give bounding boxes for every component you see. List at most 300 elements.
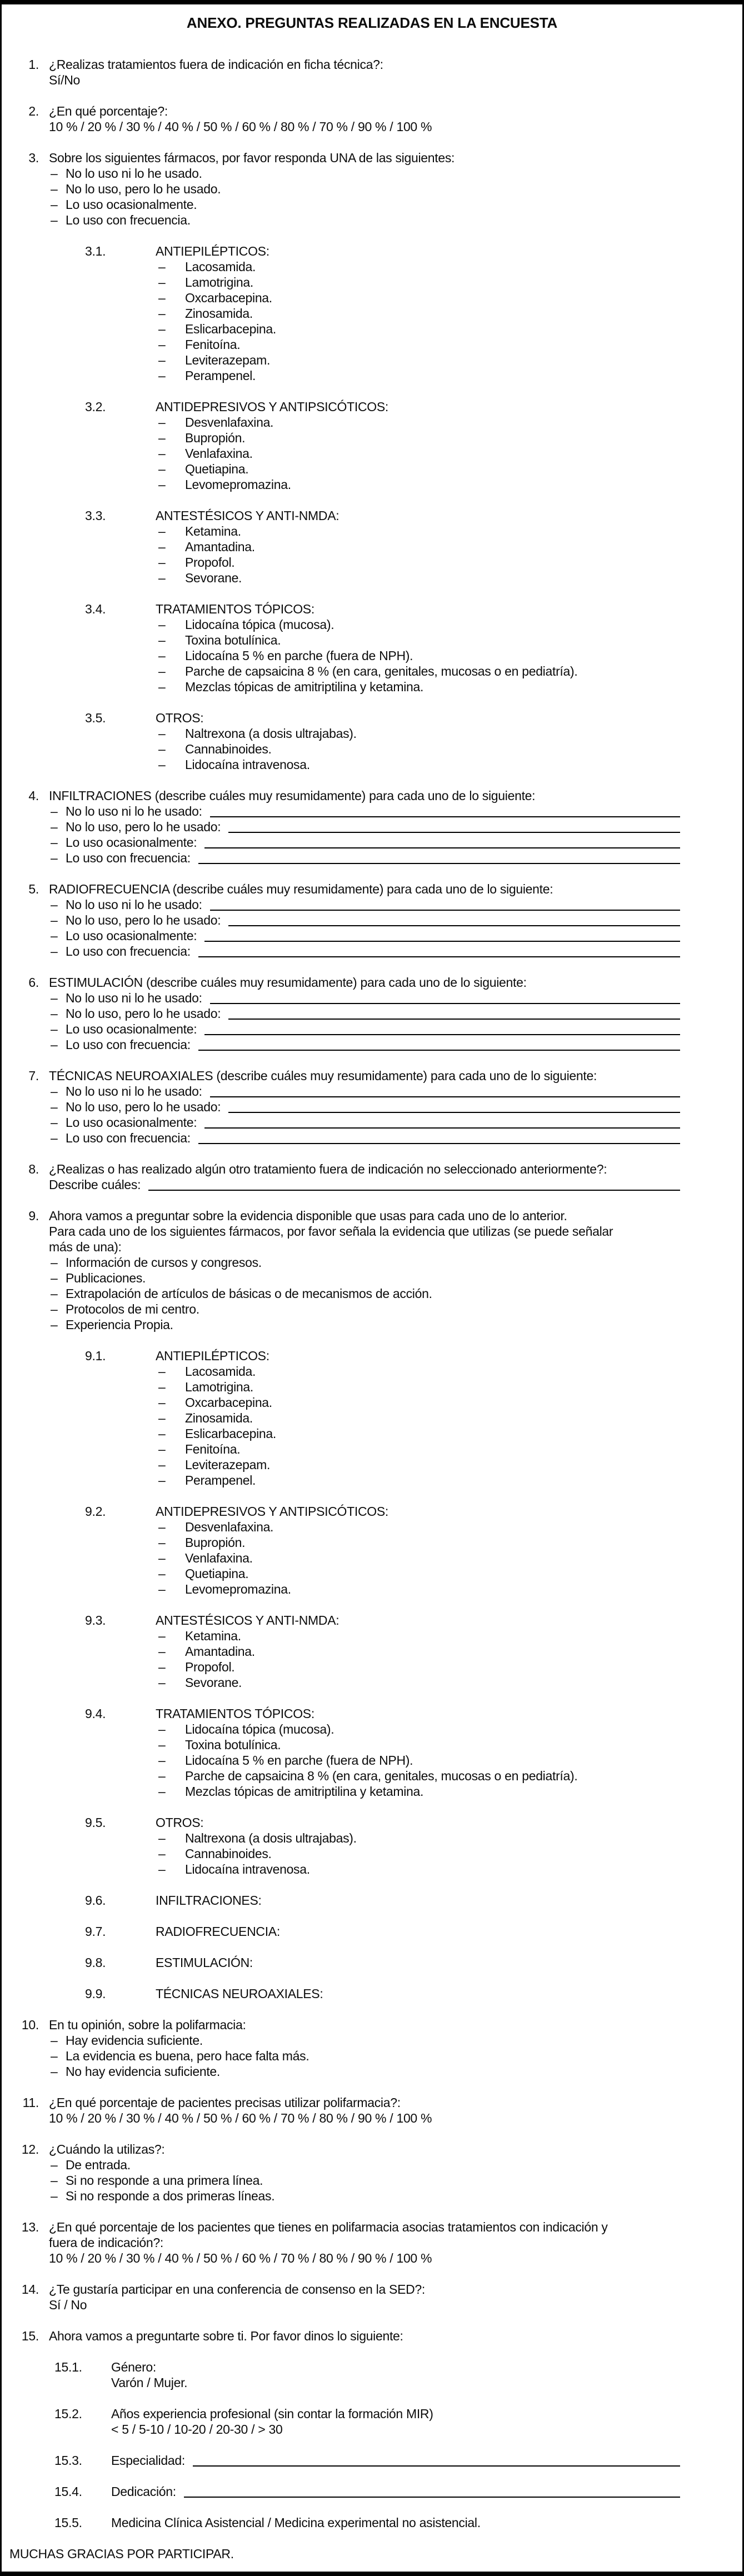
- answer-option: [2, 212, 742, 228]
- fill-in-blank-line: [210, 1001, 680, 1004]
- subsection-header: [2, 1955, 742, 1970]
- question-text: ¿Te gustaría participar en una conferencia de consenso en la SED?:: [49, 2282, 426, 2297]
- question-text: ¿En qué porcentaje de los pacientes que tienes en polifarmacia asocias tratamientos con indicación y: [49, 2220, 608, 2234]
- fill-in-label: Describe cuáles:: [49, 1177, 141, 1192]
- dash-icon: –: [158, 540, 166, 554]
- dash-icon: –: [51, 913, 58, 927]
- fill-in-blank-line: [210, 814, 680, 817]
- fill-in-blank-line: [184, 2494, 680, 2498]
- dash-icon: –: [158, 1364, 166, 1379]
- drug-item-label: Bupropión.: [185, 1535, 246, 1550]
- dash-icon: –: [158, 275, 166, 289]
- fill-in-blank-line: [204, 845, 680, 848]
- subsection-title: ANTESTÉSICOS Y ANTI-NMDA:: [156, 1613, 339, 1628]
- fill-in-row: [2, 803, 742, 819]
- dash-icon: –: [158, 1831, 166, 1845]
- answer-option-label: Si no responde a una primera línea.: [66, 2173, 263, 2188]
- subsection-9-7: [2, 1924, 742, 1939]
- subsection-3-5: [2, 710, 742, 772]
- question-text: ESTIMULACIÓN (describe cuáles muy resumidamente) para cada uno de lo siguiente:: [49, 975, 527, 990]
- subsection-header: [2, 2484, 742, 2499]
- dash-icon: –: [51, 1100, 58, 1114]
- drug-item-label: Oxcarbacepina.: [185, 1395, 272, 1410]
- dash-icon: –: [158, 1769, 166, 1783]
- question-row: [2, 2282, 742, 2297]
- dash-icon: –: [51, 820, 58, 834]
- subsection-number: 3.1.: [85, 244, 106, 258]
- fill-in-row: [2, 1177, 742, 1192]
- drug-item: [2, 726, 742, 741]
- subsection-3-4: [2, 601, 742, 695]
- answer-option: [2, 1270, 742, 1286]
- dash-icon: –: [51, 1115, 58, 1130]
- question-11: [2, 2095, 742, 2126]
- footer-text: MUCHAS GRACIAS POR PARTICIPAR.: [9, 2547, 234, 2561]
- question-13: [2, 2219, 742, 2266]
- drug-item: [2, 1457, 742, 1472]
- drug-item-label: Lamotrigina.: [185, 1380, 253, 1394]
- dash-icon: –: [51, 1271, 58, 1285]
- drug-item: [2, 415, 742, 430]
- subsection-number: 15.3.: [54, 2453, 82, 2468]
- fill-in-row: [2, 1006, 742, 1021]
- drug-item-label: Leviterazepam.: [185, 1457, 271, 1472]
- fill-in-blank-line: [210, 907, 680, 911]
- subsection-number: 15.1.: [54, 2360, 82, 2374]
- question-text: En tu opinión, sobre la polifarmacia:: [49, 2018, 246, 2032]
- question-10: [2, 2017, 742, 2079]
- dash-icon: –: [158, 1660, 166, 1674]
- drug-item: [2, 1846, 742, 1861]
- answer-option: [2, 1317, 742, 1332]
- drug-item-label: Parche de capsaicina 8 % (en cara, genitales, mucosas o en pediatría).: [185, 664, 578, 678]
- dash-icon: –: [51, 1302, 58, 1316]
- subsection-title: ANTIEPILÉPTICOS:: [156, 1349, 269, 1363]
- dash-icon: –: [158, 291, 166, 305]
- question-number: 10.: [21, 2018, 39, 2032]
- subsection-title: OTROS:: [156, 1815, 204, 1830]
- dash-icon: –: [158, 322, 166, 336]
- fill-in-blank-line: [228, 1110, 680, 1113]
- fill-in-row: [2, 1130, 742, 1146]
- question-row: [2, 57, 742, 72]
- answer-option-label: No hay evidencia suficiente.: [66, 2064, 220, 2079]
- drug-item: [2, 306, 742, 321]
- dash-icon: –: [51, 1006, 58, 1021]
- dash-icon: –: [158, 1629, 166, 1643]
- fill-in-label: Lo uso con frecuencia:: [66, 944, 191, 958]
- question-number: 2.: [28, 104, 39, 118]
- subsection-9-3: [2, 1613, 742, 1690]
- drug-item: [2, 1830, 742, 1846]
- question-row: [2, 2017, 742, 2033]
- question-text: 10 % / 20 % / 30 % / 40 % / 50 % / 60 % / 70 % / 80 % / 90 % / 100 %: [49, 2251, 432, 2265]
- subsection-number: 9.9.: [85, 1986, 106, 2001]
- subsection-9-2: [2, 1504, 742, 1597]
- question-number: 14.: [21, 2282, 39, 2297]
- dash-icon: –: [51, 991, 58, 1005]
- question-12: [2, 2141, 742, 2204]
- document-title: ANEXO. PREGUNTAS REALIZADAS EN LA ENCUESTA: [186, 14, 558, 31]
- drug-item-label: Cannabinoides.: [185, 1846, 272, 1861]
- dash-icon: –: [158, 259, 166, 274]
- question-number: 8.: [28, 1162, 39, 1176]
- subsection-number: 9.8.: [85, 1955, 106, 1970]
- dash-icon: –: [51, 213, 58, 227]
- subsection-title: Medicina Clínica Asistencial / Medicina experimental no asistencial.: [111, 2515, 481, 2530]
- fill-in-blank-line: [228, 830, 680, 833]
- drug-item-label: Propofol.: [185, 555, 235, 570]
- drug-item-label: Bupropión.: [185, 431, 246, 445]
- dash-icon: –: [51, 944, 58, 958]
- answer-option: [2, 166, 742, 181]
- question-row: [2, 2219, 742, 2235]
- subsection-title: OTROS:: [156, 711, 204, 725]
- drug-item: [2, 321, 742, 337]
- answer-option: [2, 1255, 742, 1270]
- dash-icon: –: [51, 2189, 58, 2203]
- drug-item: [2, 1395, 742, 1410]
- question-5: [2, 881, 742, 959]
- question-text: RADIOFRECUENCIA (describe cuáles muy resumidamente) para cada uno de lo siguiente:: [49, 882, 553, 896]
- drug-item: [2, 259, 742, 274]
- drug-item-label: Zinosamida.: [185, 1411, 253, 1425]
- drug-item-label: Levomepromazina.: [185, 477, 291, 492]
- fill-in-label: No lo uso ni lo he usado:: [66, 991, 202, 1005]
- answer-option: [2, 181, 742, 197]
- question-row: [2, 2328, 742, 2344]
- drug-item-label: Toxina botulínica.: [185, 633, 281, 647]
- subsection-title: TRATAMIENTOS TÓPICOS:: [156, 602, 314, 616]
- fill-in-blank-line: [198, 954, 680, 957]
- drug-item: [2, 1737, 742, 1753]
- answer-option: [2, 2033, 742, 2048]
- dash-icon: –: [158, 1582, 166, 1596]
- question-number: 6.: [28, 975, 39, 990]
- question-text: Sobre los siguientes fármacos, por favor responda UNA de las siguientes:: [49, 151, 455, 165]
- question-number: 13.: [21, 2220, 39, 2234]
- subsection-number: 9.4.: [85, 1706, 106, 1721]
- fill-in-row: [2, 1084, 742, 1099]
- question-text: ¿En qué porcentaje?:: [49, 104, 168, 118]
- dash-icon: –: [158, 1380, 166, 1394]
- dash-icon: –: [158, 1535, 166, 1550]
- subsection-title: Especialidad:: [111, 2453, 185, 2468]
- drug-item: [2, 539, 742, 555]
- subsection-9-5: [2, 1815, 742, 1877]
- drug-item-label: Desvenlafaxina.: [185, 1520, 274, 1534]
- fill-in-blank-line: [204, 1125, 680, 1129]
- fill-in-blank-line: [198, 861, 680, 864]
- fill-in-blank-line: [204, 1032, 680, 1035]
- subsection-header: [2, 2453, 742, 2468]
- question-text: Para cada uno de los siguientes fármacos, por favor señala la evidencia que utilizas (se puede señalar: [49, 1224, 613, 1239]
- drug-item: [2, 648, 742, 663]
- drug-item: [2, 430, 742, 446]
- question-number: 15.: [21, 2329, 39, 2343]
- fill-in-blank-line: [198, 1141, 680, 1144]
- dash-icon: –: [158, 1551, 166, 1565]
- question-4: [2, 788, 742, 866]
- dash-icon: –: [158, 664, 166, 678]
- dash-icon: –: [158, 477, 166, 492]
- fill-in-row: [2, 1115, 742, 1130]
- drug-item: [2, 1753, 742, 1768]
- dash-icon: –: [158, 648, 166, 663]
- drug-item: [2, 1566, 742, 1581]
- answer-option-label: La evidencia es buena, pero hace falta más.: [66, 2049, 309, 2063]
- subsection-title: ANTIEPILÉPTICOS:: [156, 244, 269, 258]
- subsection-header: [2, 710, 742, 726]
- dash-icon: –: [158, 368, 166, 383]
- dash-icon: –: [51, 2173, 58, 2188]
- question-number: 3.: [28, 151, 39, 165]
- drug-item-label: Eslicarbacepina.: [185, 322, 276, 336]
- answer-option: [2, 2188, 742, 2204]
- answer-option-label: No lo uso ni lo he usado.: [66, 166, 202, 181]
- drug-item: [2, 757, 742, 772]
- drug-item: [2, 555, 742, 570]
- dash-icon: –: [51, 182, 58, 196]
- drug-item: [2, 1364, 742, 1379]
- answer-option: [2, 197, 742, 212]
- question-row: [2, 2095, 742, 2110]
- subsection-title: RADIOFRECUENCIA:: [156, 1924, 280, 1939]
- fill-in-row: [2, 990, 742, 1006]
- drug-item-label: Venlafaxina.: [185, 1551, 253, 1565]
- answer-option-label: Experiencia Propia.: [66, 1317, 173, 1332]
- answer-option-label: Extrapolación de artículos de básicas o de mecanismos de acción.: [66, 1286, 432, 1301]
- question-15: [2, 2328, 742, 2344]
- question-text: más de una):: [49, 1240, 122, 1254]
- dash-icon: –: [158, 555, 166, 570]
- dash-icon: –: [158, 680, 166, 694]
- drug-item-label: Zinosamida.: [185, 306, 253, 321]
- drug-item-label: Propofol.: [185, 1660, 235, 1674]
- fill-in-label: No lo uso, pero lo he usado:: [66, 1100, 221, 1114]
- fill-in-row: [2, 1021, 742, 1037]
- dash-icon: –: [158, 726, 166, 741]
- answer-option-label: Lo uso con frecuencia.: [66, 213, 191, 227]
- drug-item-label: Mezclas tópicas de amitriptilina y ketamina.: [185, 680, 424, 694]
- subsection-number: 3.3.: [85, 508, 106, 523]
- fill-in-blank-line: [210, 1094, 680, 1097]
- subsection-9-4: [2, 1706, 742, 1799]
- subsection-header: [2, 1613, 742, 1628]
- fill-in-label: Lo uso ocasionalmente:: [66, 835, 197, 850]
- subsection-title: Género:: [111, 2360, 157, 2374]
- drug-item-label: Amantadina.: [185, 1644, 255, 1659]
- drug-item: [2, 461, 742, 477]
- drug-item: [2, 1861, 742, 1877]
- drug-item: [2, 1628, 742, 1644]
- question-text: ¿En qué porcentaje de pacientes precisas utilizar polifarmacia?:: [49, 2095, 401, 2110]
- dash-icon: –: [158, 1457, 166, 1472]
- question-row: [2, 103, 742, 119]
- dash-icon: –: [158, 1753, 166, 1768]
- answer-option: [2, 2064, 742, 2079]
- dash-icon: –: [51, 1286, 58, 1301]
- drug-item: [2, 1659, 742, 1675]
- drug-item-label: Lidocaína tópica (mucosa).: [185, 617, 334, 632]
- drug-item-label: Cannabinoides.: [185, 742, 272, 756]
- dash-icon: –: [158, 633, 166, 647]
- drug-item: [2, 1721, 742, 1737]
- fill-in-label: Lo uso ocasionalmente:: [66, 1115, 197, 1130]
- subsection-title: TÉCNICAS NEUROAXIALES:: [156, 1986, 323, 2001]
- dash-icon: –: [51, 1022, 58, 1036]
- question-text: 10 % / 20 % / 30 % / 40 % / 50 % / 60 % / 80 % / 70 % / 90 % / 100 %: [49, 119, 432, 134]
- question-number: 12.: [21, 2142, 39, 2156]
- question-text: Ahora vamos a preguntarte sobre ti. Por favor dinos lo siguiente:: [49, 2329, 403, 2343]
- drug-item: [2, 632, 742, 648]
- answer-option: < 5 / 5-10 / 10-20 / 20-30 / > 30: [111, 2422, 283, 2437]
- dash-icon: –: [51, 851, 58, 865]
- question-row: [2, 1208, 742, 1224]
- dash-icon: –: [158, 524, 166, 538]
- drug-item: [2, 1379, 742, 1395]
- question-number: 11.: [22, 2095, 39, 2110]
- drug-item: [2, 1581, 742, 1597]
- dash-icon: –: [158, 306, 166, 321]
- subsection-header: [2, 601, 742, 617]
- subsection-9-8: [2, 1955, 742, 1970]
- dash-icon: –: [51, 166, 58, 181]
- subsection-number: 9.7.: [85, 1924, 106, 1939]
- fill-in-label: No lo uso ni lo he usado:: [66, 897, 202, 912]
- fill-in-label: Lo uso con frecuencia:: [66, 1037, 191, 1052]
- fill-in-label: Lo uso con frecuencia:: [66, 1131, 191, 1145]
- drug-item-label: Lidocaína intravenosa.: [185, 757, 310, 772]
- drug-item-label: Lidocaína tópica (mucosa).: [185, 1722, 334, 1736]
- subsection-header: [2, 1706, 742, 1721]
- question-2: [2, 103, 742, 134]
- drug-item: [2, 1644, 742, 1659]
- subsection-header: [2, 1893, 742, 1908]
- fill-in-row: [2, 835, 742, 850]
- question-text: ¿Realizas o has realizado algún otro tratamiento fuera de indicación no seleccionado anteriormente?:: [49, 1162, 607, 1176]
- answer-option-label: No lo uso, pero lo he usado.: [66, 182, 221, 196]
- drug-item: [2, 1550, 742, 1566]
- drug-item: [2, 1535, 742, 1550]
- dash-icon: –: [158, 1395, 166, 1410]
- question-row: [2, 788, 742, 803]
- drug-item-label: Sevorane.: [185, 571, 242, 585]
- question-text: Ahora vamos a preguntar sobre la evidencia disponible que usas para cada uno de lo anterior.: [49, 1209, 567, 1223]
- dash-icon: –: [158, 1426, 166, 1441]
- drug-item: [2, 1472, 742, 1488]
- fill-in-label: Lo uso con frecuencia:: [66, 851, 191, 865]
- dash-icon: –: [158, 1862, 166, 1876]
- question-number: 9.: [28, 1209, 39, 1223]
- dash-icon: –: [158, 1411, 166, 1425]
- fill-in-label: No lo uso ni lo he usado:: [66, 804, 202, 818]
- subsection-title: Años experiencia profesional (sin contar la formación MIR): [111, 2407, 433, 2421]
- questionnaire-body: [2, 57, 742, 2530]
- subsection-15-5: [2, 2515, 742, 2530]
- fill-in-row: [2, 850, 742, 866]
- subsection-9-6: [2, 1893, 742, 1908]
- drug-item-label: Quetiapina.: [185, 1566, 249, 1581]
- dash-icon: –: [158, 1846, 166, 1861]
- question-number: 7.: [28, 1069, 39, 1083]
- question-number: 5.: [28, 882, 39, 896]
- drug-item-label: Desvenlafaxina.: [185, 415, 274, 430]
- subsection-number: 9.6.: [85, 1893, 106, 1908]
- answer-option-label: Hay evidencia suficiente.: [66, 2033, 203, 2048]
- question-text: ¿Realizas tratamientos fuera de indicación en ficha técnica?:: [49, 57, 383, 72]
- question-text: INFILTRACIONES (describe cuáles muy resumidamente) para cada uno de lo siguiente:: [49, 788, 536, 803]
- drug-item: [2, 477, 742, 492]
- dash-icon: –: [158, 1675, 166, 1690]
- dash-icon: –: [158, 1722, 166, 1736]
- dash-icon: –: [158, 617, 166, 632]
- drug-item: [2, 274, 742, 290]
- answer-option-label: Lo uso ocasionalmente.: [66, 197, 197, 212]
- subsection-header: [2, 243, 742, 259]
- question-7: [2, 1068, 742, 1146]
- question-3: [2, 150, 742, 228]
- subsection-header: [2, 2406, 742, 2422]
- subsection-header: [2, 1924, 742, 1939]
- dash-icon: –: [158, 1520, 166, 1534]
- drug-item-label: Sevorane.: [185, 1675, 242, 1690]
- fill-in-row: [2, 928, 742, 943]
- answer-option-label: Publicaciones.: [66, 1271, 146, 1285]
- subsection-number: 15.2.: [54, 2407, 82, 2421]
- question-14: [2, 2282, 742, 2313]
- question-text: 10 % / 20 % / 30 % / 40 % / 50 % / 60 % / 70 % / 80 % / 90 % / 100 %: [49, 2111, 432, 2125]
- dash-icon: –: [51, 2158, 58, 2172]
- drug-item: [2, 368, 742, 383]
- question-8: [2, 1161, 742, 1192]
- subsection-number: 3.2.: [85, 400, 106, 414]
- dash-icon: –: [158, 1644, 166, 1659]
- dash-icon: –: [51, 804, 58, 818]
- fill-in-row: [2, 1037, 742, 1052]
- subsection-number: 3.5.: [85, 711, 106, 725]
- dash-icon: –: [51, 2033, 58, 2048]
- question-1: [2, 57, 742, 88]
- fill-in-label: Lo uso ocasionalmente:: [66, 1022, 197, 1036]
- fill-in-label: No lo uso, pero lo he usado:: [66, 1006, 221, 1021]
- question-6: [2, 975, 742, 1052]
- answer-option-label: Si no responde a dos primeras líneas.: [66, 2189, 275, 2203]
- question-number: 4.: [28, 788, 39, 803]
- dash-icon: –: [158, 353, 166, 367]
- dash-icon: –: [51, 1131, 58, 1145]
- dash-icon: –: [158, 742, 166, 756]
- subsection-title: ANTIDEPRESIVOS Y ANTIPSICÓTICOS:: [156, 1504, 388, 1519]
- drug-item: [2, 352, 742, 368]
- drug-item-label: Lidocaína 5 % en parche (fuera de NPH).: [185, 1753, 413, 1768]
- question-text: TÉCNICAS NEUROAXIALES (describe cuáles muy resumidamente) para cada uno de lo siguiente:: [49, 1069, 597, 1083]
- drug-item: [2, 1441, 742, 1457]
- question-9: [2, 1208, 742, 1332]
- subsection-number: 15.4.: [54, 2484, 82, 2499]
- dash-icon: –: [158, 757, 166, 772]
- drug-item-label: Parche de capsaicina 8 % (en cara, genitales, mucosas o en pediatría).: [185, 1769, 578, 1783]
- drug-item: [2, 1675, 742, 1690]
- answer-option: [2, 1286, 742, 1301]
- dash-icon: –: [158, 446, 166, 461]
- fill-in-blank-line: [148, 1187, 680, 1191]
- question-row: [2, 1068, 742, 1084]
- fill-in-blank-line: [193, 2463, 680, 2467]
- fill-in-row: [2, 1099, 742, 1115]
- drug-item: [2, 617, 742, 632]
- subsection-number: 9.2.: [85, 1504, 106, 1519]
